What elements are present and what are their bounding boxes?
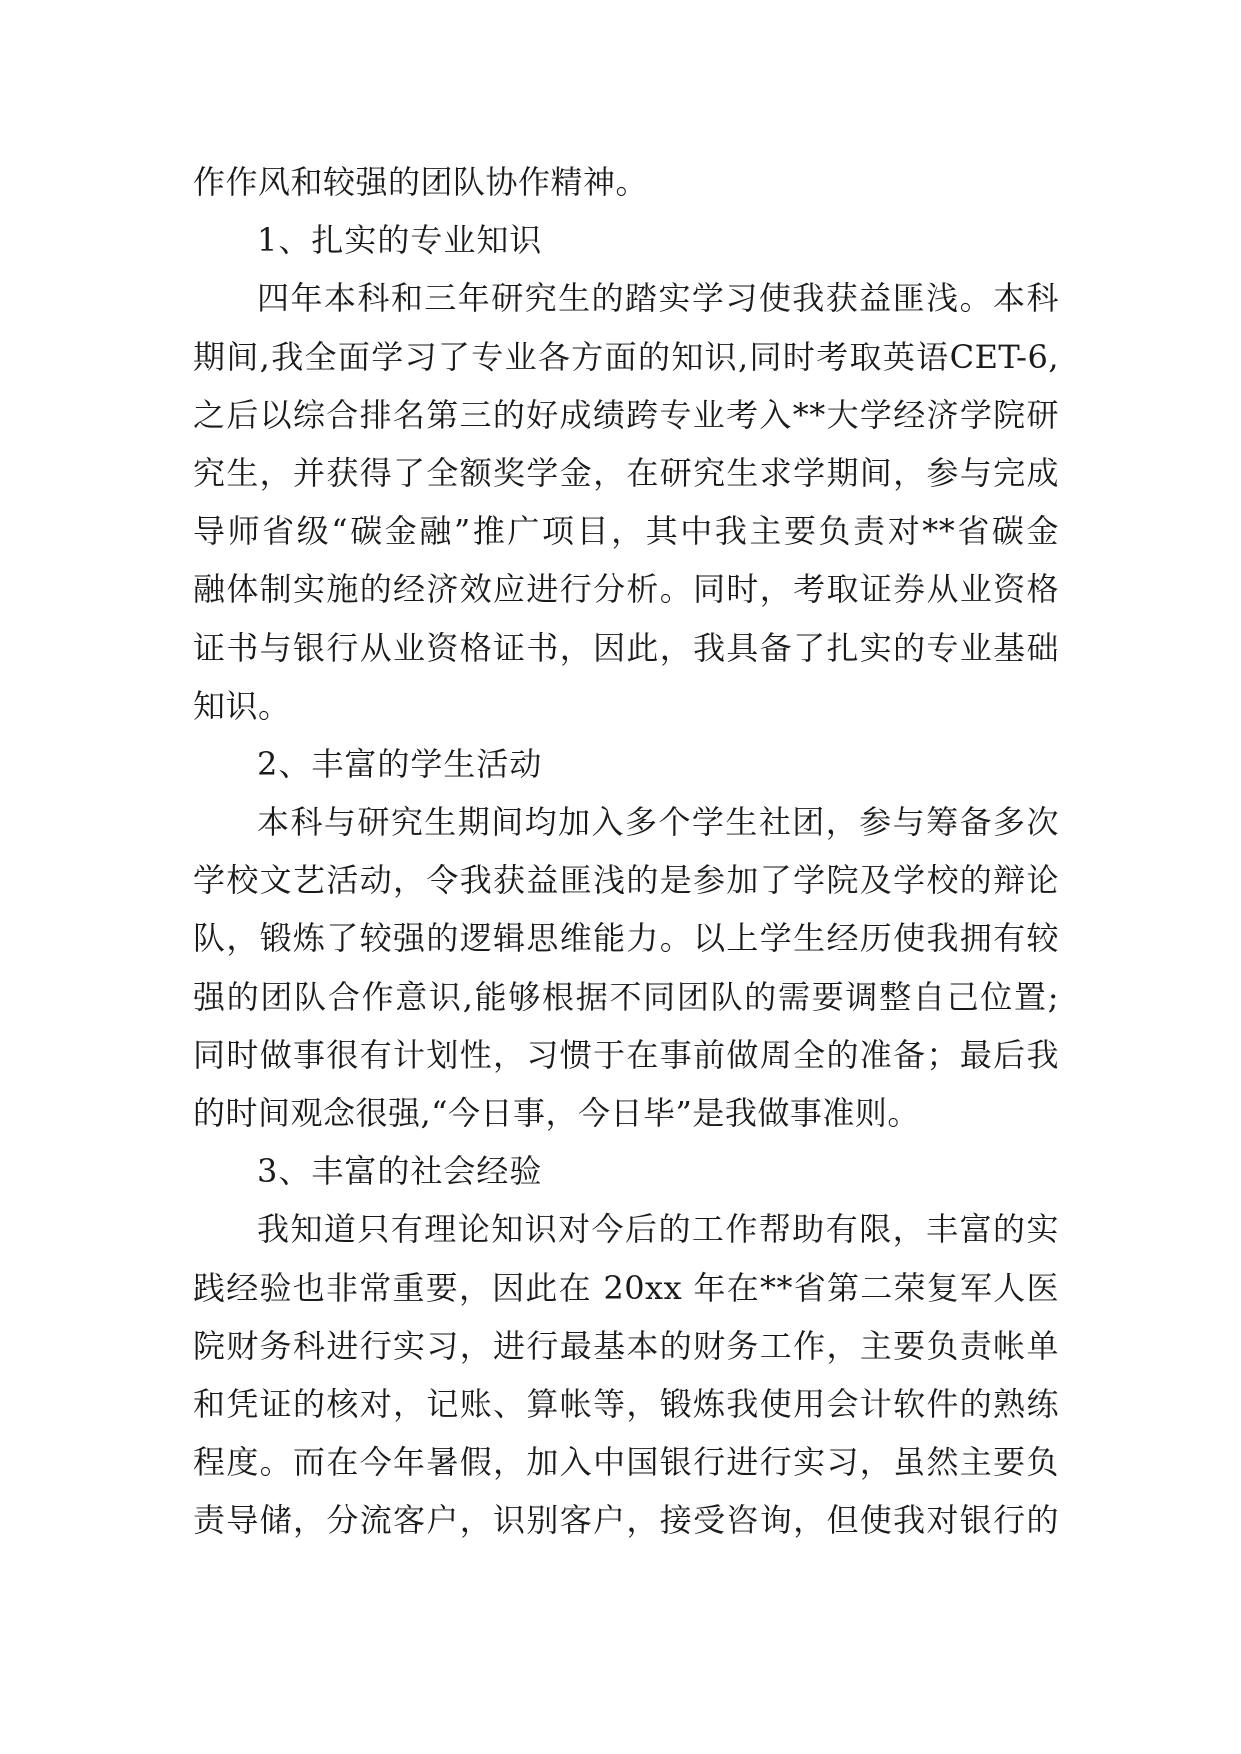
paragraph-line: 责导储，分流客户，识别客户，接受咨询，但使我对银行的	[193, 1501, 1059, 1540]
paragraph-line: 之后以综合排名第三的好成绩跨专业考入**大学经济学院研	[193, 395, 1059, 434]
section-heading: 1、扎实的专业知识	[257, 221, 543, 260]
section-heading: 3、丰富的社会经验	[257, 1152, 543, 1191]
section-heading: 2、丰富的学生活动	[257, 744, 543, 783]
paragraph-line: 融体制实施的经济效应进行分析。同时，考取证券从业资格	[193, 570, 1059, 609]
paragraph-line: 践经验也非常重要，因此在 20xx 年在**省第二荣复军人医	[193, 1268, 1059, 1307]
paragraph-line: 同时做事很有计划性，习惯于在事前做周全的准备；最后我	[193, 1035, 1059, 1074]
paragraph-line: 强的团队合作意识,能够根据不同团队的需要调整自己位置;	[193, 977, 1059, 1016]
paragraph-line: 我知道只有理论知识对今后的工作帮助有限，丰富的实	[257, 1210, 1059, 1249]
paragraph-line: 知识。	[193, 686, 291, 725]
paragraph-line: 的时间观念很强,“今日事，今日毕”是我做事准则。	[193, 1094, 920, 1132]
paragraph-line: 期间,我全面学习了专业各方面的知识,同时考取英语CET-6,	[193, 337, 1059, 376]
paragraph-line: 院财务科进行实习，进行最基本的财务工作，主要负责帐单	[193, 1326, 1059, 1365]
paragraph-line: 队，锻炼了较强的逻辑思维能力。以上学生经历使我拥有较	[193, 919, 1059, 958]
paragraph-line: 导师省级“碳金融”推广项目，其中我主要负责对**省碳金	[193, 512, 1059, 551]
document-body	[193, 153, 1059, 1550]
paragraph-line: 作作风和较强的团队协作精神。	[193, 163, 649, 201]
paragraph-line: 本科与研究生期间均加入多个学生社团，参与筹备多次	[257, 803, 1059, 842]
paragraph-line: 程度。而在今年暑假，加入中国银行进行实习，虽然主要负	[193, 1443, 1059, 1482]
paragraph-line: 学校文艺活动，令我获益匪浅的是参加了学院及学校的辩论	[193, 861, 1059, 900]
paragraph-line: 究生，并获得了全额奖学金，在研究生求学期间，参与完成	[193, 453, 1059, 492]
paragraph-line: 和凭证的核对，记账、算帐等，锻炼我使用会计软件的熟练	[193, 1384, 1059, 1423]
paragraph-line: 四年本科和三年研究生的踏实学习使我获益匪浅。本科	[257, 279, 1059, 318]
paragraph-line: 证书与银行从业资格证书，因此，我具备了扎实的专业基础	[193, 628, 1059, 667]
